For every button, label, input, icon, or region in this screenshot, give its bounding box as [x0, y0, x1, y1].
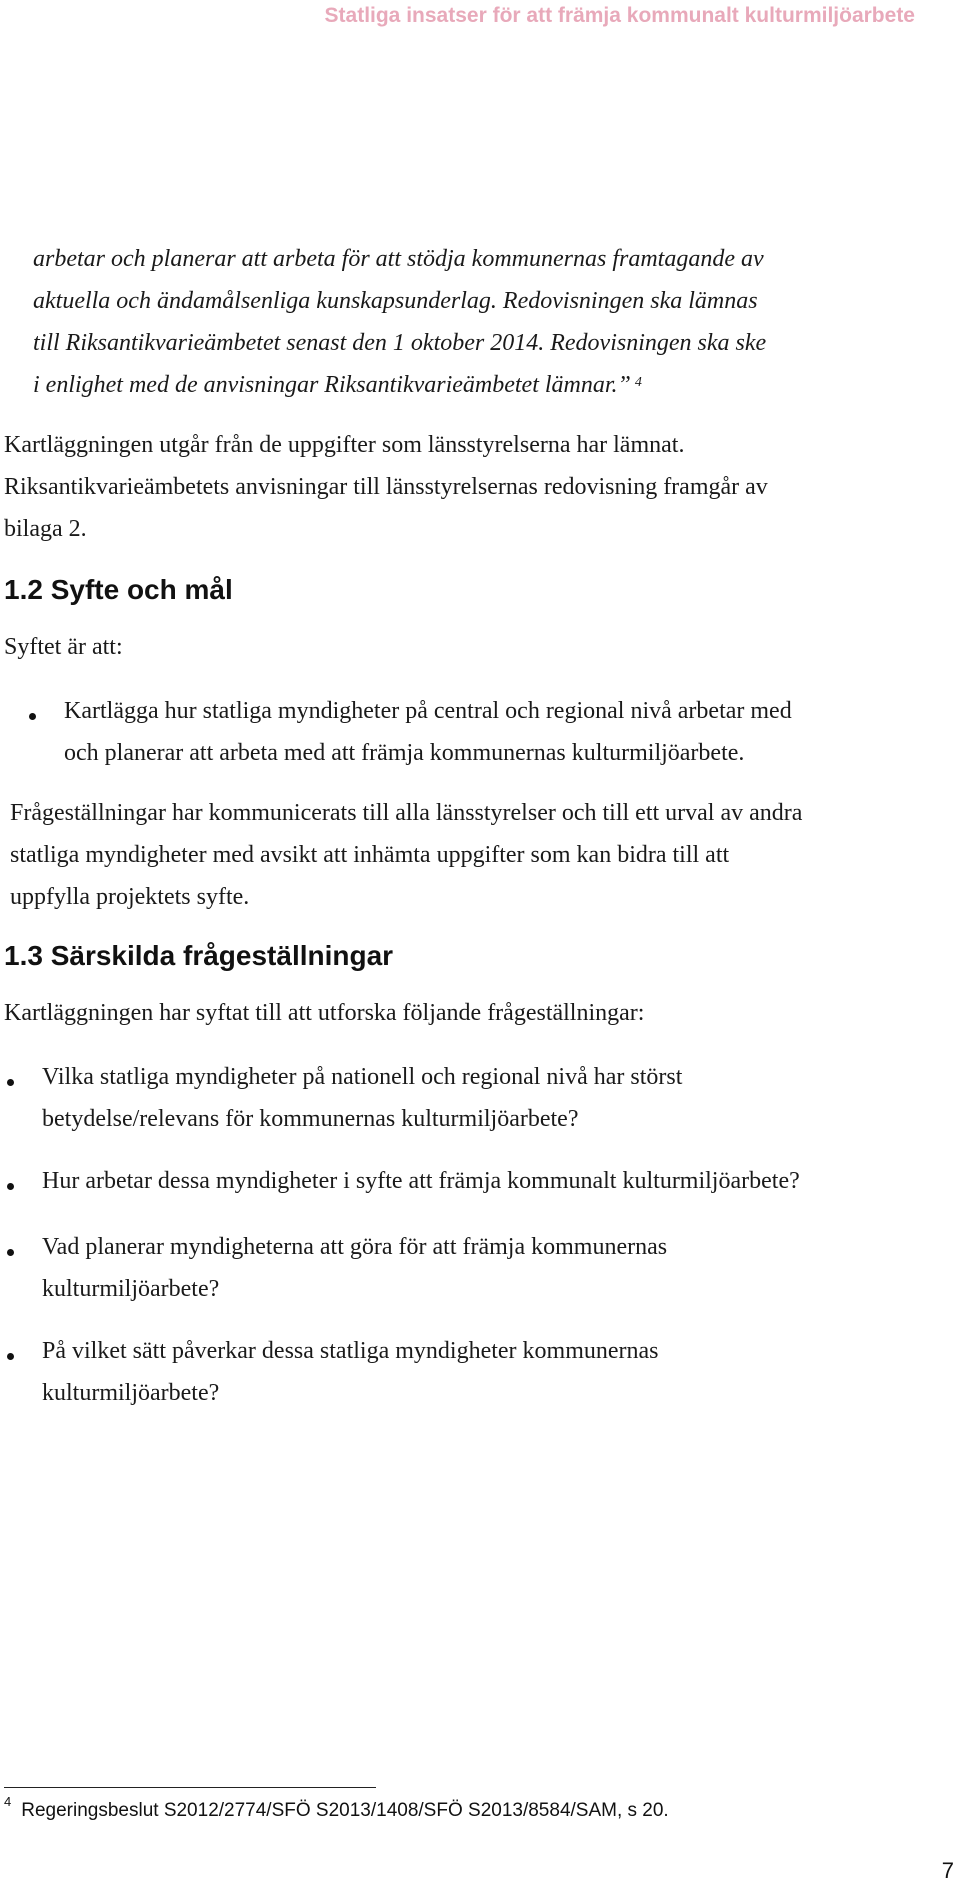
purpose-bullet-line-1: Kartlägga hur statliga myndigheter på central och regional nivå arbetar med: [64, 698, 792, 724]
section-1-2-para-line-1: Frågeställningar har kommunicerats till alla länsstyrelser och till ett urval av andra: [10, 800, 803, 826]
section-1-2-para-line-3: uppfylla projektets syfte.: [10, 884, 250, 910]
question-4-line-1: På vilket sätt påverkar dessa statliga myndigheter kommunernas: [42, 1338, 659, 1364]
question-3-line-1: Vad planerar myndigheterna att göra för att främja kommunernas: [42, 1234, 668, 1260]
footnote-marker: 4: [634, 375, 642, 390]
question-1-line-1: Vilka statliga myndigheter på nationell och regional nivå har störst: [42, 1064, 683, 1090]
running-header: Statliga insatser för att främja kommunalt kulturmiljöarbete: [324, 4, 915, 27]
quote-line-1: arbetar och planerar att arbeta för att stödja kommunernas framtagande av: [33, 246, 764, 272]
section-1-2-lead: Syftet är att:: [4, 634, 123, 660]
quote-line-4: [33, 372, 642, 399]
footnote: [4, 1794, 669, 1822]
bullet-dot: [7, 1183, 14, 1190]
purpose-bullet-line-2: och planerar att arbeta med att främja kommunernas kulturmiljöarbete.: [64, 740, 745, 766]
bullet-dot: [7, 1249, 14, 1256]
page-number: 7: [941, 1858, 954, 1883]
question-2-line-1: Hur arbetar dessa myndigheter i syfte att främja kommunalt kulturmiljöarbete?: [42, 1168, 800, 1194]
quote-line-4-text: i enlighet med de anvisningar Riksantikvarieämbetet lämnar.”: [33, 372, 631, 398]
bullet-dot: [7, 1353, 14, 1360]
section-1-3-lead: Kartläggningen har syftat till att utforska följande frågeställningar:: [4, 1000, 645, 1026]
bullet-dot: [7, 1079, 14, 1086]
intro-line-3: bilaga 2.: [4, 516, 87, 542]
bullet-dot: [29, 713, 36, 720]
footnote-separator: [4, 1787, 376, 1788]
question-4-line-2: kulturmiljöarbete?: [42, 1380, 220, 1406]
intro-line-2: Riksantikvarieämbetets anvisningar till länsstyrelsernas redovisning framgår av: [4, 474, 768, 500]
quote-line-3: till Riksantikvarieämbetet senast den 1 oktober 2014. Redovisningen ska ske: [33, 330, 767, 356]
footnote-number: 4: [4, 1794, 12, 1809]
section-heading-1-2: 1.2 Syfte och mål: [4, 574, 233, 605]
section-heading-1-3: 1.3 Särskilda frågeställningar: [4, 940, 394, 971]
section-1-2-para-line-2: statliga myndigheter med avsikt att inhämta uppgifter som kan bidra till att: [10, 842, 730, 868]
footnote-text: Regeringsbeslut S2012/2774/SFÖ S2013/1408/SFÖ S2013/8584/SAM, s 20.: [21, 1800, 669, 1821]
question-3-line-2: kulturmiljöarbete?: [42, 1276, 220, 1302]
question-1-line-2: betydelse/relevans för kommunernas kulturmiljöarbete?: [42, 1106, 579, 1132]
quote-line-2: aktuella och ändamålsenliga kunskapsunderlag. Redovisningen ska lämnas: [33, 288, 758, 314]
intro-line-1: Kartläggningen utgår från de uppgifter som länsstyrelserna har lämnat.: [4, 432, 685, 458]
